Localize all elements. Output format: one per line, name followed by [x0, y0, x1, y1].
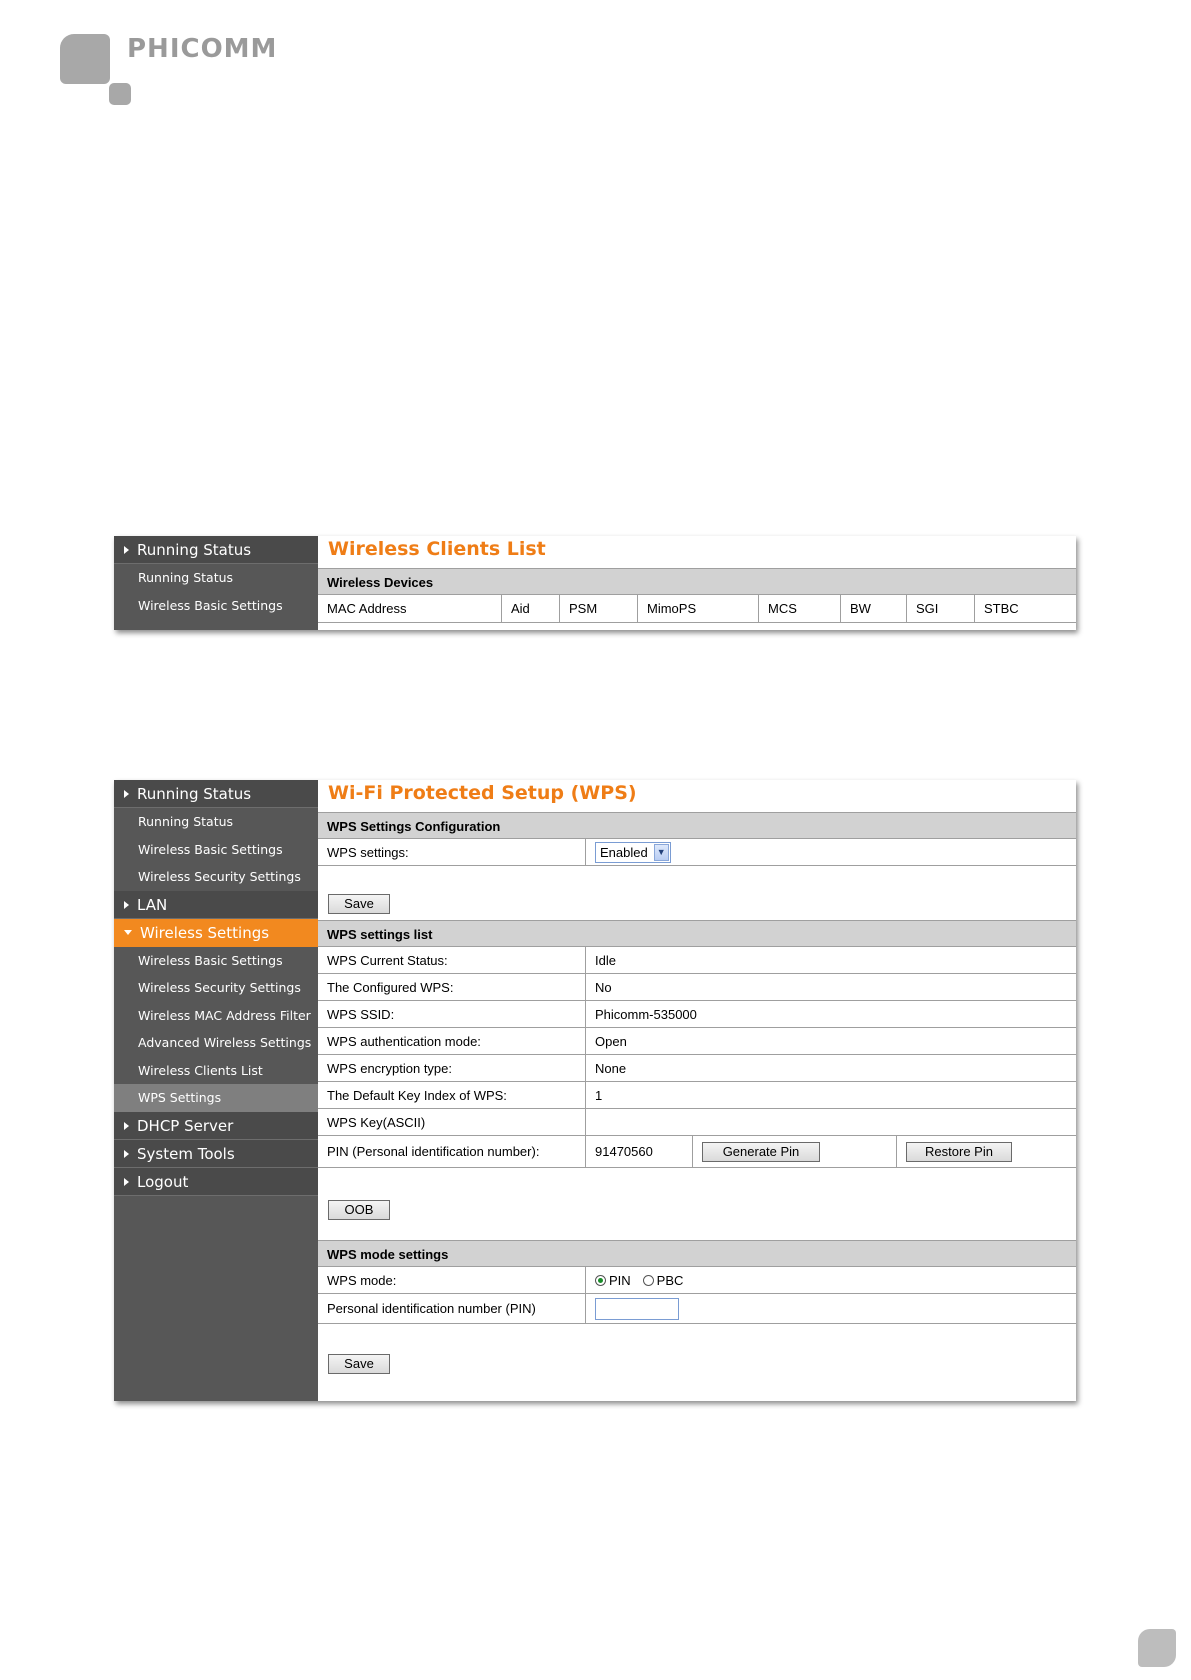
field-value: No — [585, 974, 1076, 1000]
column-header: BW — [840, 595, 906, 622]
wps-settings-select[interactable] — [595, 842, 671, 863]
radio-pbc[interactable]: PBC — [643, 1273, 684, 1288]
wps-panel — [114, 780, 1076, 1401]
save-row-2 — [318, 1324, 1076, 1380]
pin-input-row — [318, 1294, 1076, 1324]
field-label: WPS encryption type: — [327, 1060, 452, 1076]
pin-input[interactable] — [595, 1298, 679, 1320]
list-row — [318, 1028, 1076, 1055]
page-title: Wireless Clients List — [328, 538, 546, 560]
wireless-clients-panel — [114, 536, 1076, 630]
field-value — [585, 839, 1076, 865]
logo-mark-small — [109, 83, 131, 105]
section-heading-config: WPS Settings Configuration — [318, 812, 1076, 839]
column-header: SGI — [906, 595, 974, 622]
sidebar-subitem-wireless-basic-settings[interactable]: Wireless Basic Settings — [138, 952, 283, 968]
sidebar-subitem-running-status[interactable]: Running Status — [138, 570, 234, 585]
field-label: Personal identification number (PIN) — [327, 1301, 536, 1316]
field-label: WPS authentication mode: — [327, 1033, 481, 1049]
wps-mode-row — [318, 1267, 1076, 1294]
logo-wordmark: PHICOMM — [127, 34, 278, 64]
page-title: Wi-Fi Protected Setup (WPS) — [328, 782, 637, 804]
field-label: WPS mode: — [327, 1272, 397, 1288]
sidebar-subitem-wireless-basic-settings[interactable]: Wireless Basic Settings — [138, 841, 283, 857]
field-label: WPS settings: — [327, 844, 409, 860]
section-heading: Wireless Devices — [318, 568, 1076, 595]
chevron-right-icon — [124, 1150, 129, 1158]
page-corner-tab — [1138, 1629, 1176, 1667]
wps-settings-row — [318, 839, 1076, 866]
sidebar-subitem-wireless-basic-settings[interactable]: Wireless Basic Settings — [138, 597, 283, 613]
sidebar-subitem-wireless-security-settings[interactable]: Wireless Security Settings — [138, 869, 301, 884]
section-heading-mode: WPS mode settings — [318, 1240, 1076, 1267]
logo-mark-large — [60, 34, 110, 84]
sidebar-item-logout[interactable]: Logout — [114, 1168, 318, 1196]
radio-pin[interactable]: PIN — [595, 1273, 631, 1288]
radio-checked-icon — [595, 1275, 606, 1286]
sidebar-item-dhcp-server[interactable]: DHCP Server — [114, 1112, 318, 1140]
field-label: PIN (Personal identification number): — [327, 1144, 540, 1159]
select-value: Enabled — [600, 844, 648, 860]
chevron-right-icon — [124, 901, 129, 909]
sidebar-item-lan[interactable]: LAN — [114, 891, 318, 919]
field-value: Phicomm-535000 — [585, 1001, 1076, 1027]
restore-pin-button[interactable]: Restore Pin — [906, 1142, 1012, 1162]
field-label: The Configured WPS: — [327, 979, 454, 995]
table-header-row — [318, 595, 1076, 623]
pin-value: 91470560 — [585, 1136, 692, 1167]
sidebar-item-system-tools[interactable]: System Tools — [114, 1140, 318, 1168]
sidebar-subitem-running-status[interactable]: Running Status — [138, 814, 234, 829]
chevron-right-icon — [124, 546, 129, 554]
field-value — [585, 1109, 1076, 1135]
sidebar-subitem-advanced-wireless-settings[interactable]: Advanced Wireless Settings — [138, 1035, 312, 1050]
list-row — [318, 974, 1076, 1001]
radio-unchecked-icon — [643, 1275, 654, 1286]
sidebar-item-running-status[interactable]: Running Status — [114, 780, 318, 808]
chevron-right-icon — [124, 1122, 129, 1130]
column-header: MAC Address — [327, 601, 407, 616]
field-value — [585, 1267, 1076, 1293]
chevron-right-icon — [124, 790, 129, 798]
list-row — [318, 1082, 1076, 1109]
chevron-right-icon — [124, 1178, 129, 1186]
save-button[interactable]: Save — [328, 894, 390, 914]
save-row — [318, 866, 1076, 920]
oob-button[interactable]: OOB — [328, 1200, 390, 1220]
field-value: None — [585, 1055, 1076, 1081]
column-header: STBC — [974, 595, 1076, 622]
field-value: Open — [585, 1028, 1076, 1054]
list-row — [318, 1055, 1076, 1082]
generate-pin-button[interactable]: Generate Pin — [702, 1142, 820, 1162]
sidebar-subitem-wireless-security-settings[interactable]: Wireless Security Settings — [138, 980, 301, 995]
field-value: 1 — [585, 1082, 1076, 1108]
list-row — [318, 1109, 1076, 1136]
column-header: MCS — [758, 595, 840, 622]
list-row — [318, 1001, 1076, 1028]
sidebar-subitem-wps-settings[interactable]: WPS Settings — [114, 1084, 318, 1112]
sidebar — [114, 536, 318, 630]
content — [318, 780, 1076, 1401]
sidebar-item-running-status[interactable]: Running Status — [114, 536, 318, 564]
sidebar — [114, 780, 318, 1401]
pin-row — [318, 1136, 1076, 1168]
generate-pin-cell — [692, 1136, 896, 1167]
column-header: Aid — [501, 595, 559, 622]
sidebar-subitem-wireless-clients-list[interactable]: Wireless Clients List — [138, 1062, 263, 1078]
field-label: WPS Key(ASCII) — [327, 1114, 426, 1130]
oob-row — [318, 1168, 1076, 1240]
content — [318, 536, 1076, 630]
field-label: WPS SSID: — [327, 1006, 395, 1022]
chevron-down-icon — [124, 930, 132, 935]
column-header: PSM — [559, 595, 637, 622]
field-value — [585, 1294, 1076, 1323]
save-button[interactable]: Save — [328, 1354, 390, 1374]
section-heading-list: WPS settings list — [318, 920, 1076, 947]
field-label: WPS Current Status: — [327, 952, 448, 968]
phicomm-logo — [60, 34, 300, 114]
field-value: Idle — [585, 947, 1076, 973]
restore-pin-cell — [896, 1136, 1076, 1167]
sidebar-subitem-wireless-mac-address-filter[interactable]: Wireless MAC Address Filter — [138, 1007, 311, 1023]
list-row — [318, 947, 1076, 974]
column-header: MimoPS — [637, 595, 758, 622]
chevron-down-icon: ▼ — [654, 844, 669, 861]
field-label: The Default Key Index of WPS: — [327, 1087, 507, 1103]
sidebar-item-wireless-settings[interactable]: Wireless Settings — [114, 919, 318, 947]
